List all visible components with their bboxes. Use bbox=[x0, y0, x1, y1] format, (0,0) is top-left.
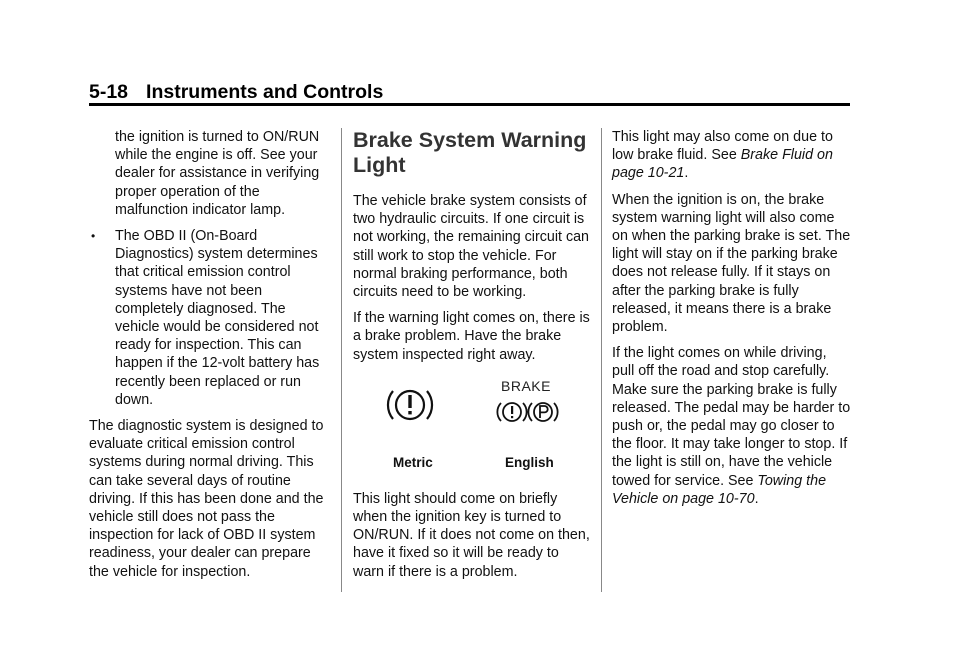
english-caption: English bbox=[505, 454, 554, 470]
column-divider-1 bbox=[341, 128, 342, 592]
bullet-text: The OBD II (On-Board Diagnostics) system determines that critical emission control systems have not been completely diagnosed. The vehicle would be considered not ready for inspection. This can happen if the 12-volt battery has recently been replaced or run down. bbox=[115, 228, 320, 408]
towing-reference-link[interactable]: Towing the Vehicle on page 10-70 bbox=[612, 472, 827, 507]
column-divider-2 bbox=[601, 128, 602, 592]
metric-caption: Metric bbox=[393, 454, 433, 470]
section-title-header: Instruments and Controls bbox=[146, 81, 384, 103]
brake-icons-figure bbox=[353, 377, 590, 484]
column-3 bbox=[612, 128, 852, 516]
brake-word-label: BRAKE bbox=[501, 377, 551, 394]
page-number: 5-18 bbox=[89, 81, 129, 103]
brake-paragraph-3: This light should come on briefly when the ignition key is turned to ON/RUN. If it does not come on then, have it fixed so it will be ready to warn if there is a problem. bbox=[353, 490, 590, 580]
brake-warning-english-icon bbox=[496, 380, 564, 430]
brake-warning-title: Brake System Warning Light bbox=[353, 128, 587, 177]
bullet-dot: • bbox=[91, 229, 96, 244]
driving-paragraph bbox=[612, 344, 852, 508]
driving-text: If the light comes on while driving, pull off the road and stop carefully. Make sure the parking brake is fully released. The pedal may be harder to push or, the pedal may go closer to the floor. It may take longer to stop. If the light is still on, have the vehicle towed for service. See bbox=[612, 345, 851, 489]
diagnostic-paragraph: The diagnostic system is designed to evaluate critical emission control systems during normal driving. This can take several days of routine driving. If this has been done and the vehicle still does not pass the inspection for lack of OBD II system readiness, your dealer can prepare the vehicle for inspection. bbox=[89, 418, 324, 580]
parking-brake-paragraph: When the ignition is on, the brake system warning light will also come on when the parking brake is set. The light will stay on if the parking brake does not release fully. If it stays on after the parking brake is fully released, it means there is a brake problem. bbox=[612, 191, 851, 336]
column-1 bbox=[89, 128, 329, 589]
obd-bullet-item bbox=[89, 227, 329, 409]
driving-period: . bbox=[754, 490, 759, 507]
page-header bbox=[89, 81, 383, 104]
brake-fluid-reference-link[interactable]: Brake Fluid on page 10-21 bbox=[612, 147, 833, 182]
continued-paragraph: the ignition is turned to ON/RUN while the engine is off. See your dealer for assistance in verifying proper operation of the malfunction indicator lamp. bbox=[115, 129, 320, 218]
brake-paragraph-1: The vehicle brake system consists of two hydraulic circuits. If one circuit is not working, the remaining circuit can still work to stop the vehicle. For normal braking performance, both circuits need to be working. bbox=[353, 193, 590, 301]
brake-fluid-text: This light may also come on due to low brake fluid. See bbox=[612, 129, 833, 164]
header-rule bbox=[89, 103, 850, 106]
brake-fluid-period: . bbox=[684, 165, 689, 182]
brake-paragraph-2: If the warning light comes on, there is a brake problem. Have the brake system inspected right away. bbox=[353, 310, 590, 363]
column-2 bbox=[353, 128, 590, 589]
brake-fluid-paragraph bbox=[612, 128, 852, 183]
brake-warning-metric-icon bbox=[383, 380, 437, 430]
